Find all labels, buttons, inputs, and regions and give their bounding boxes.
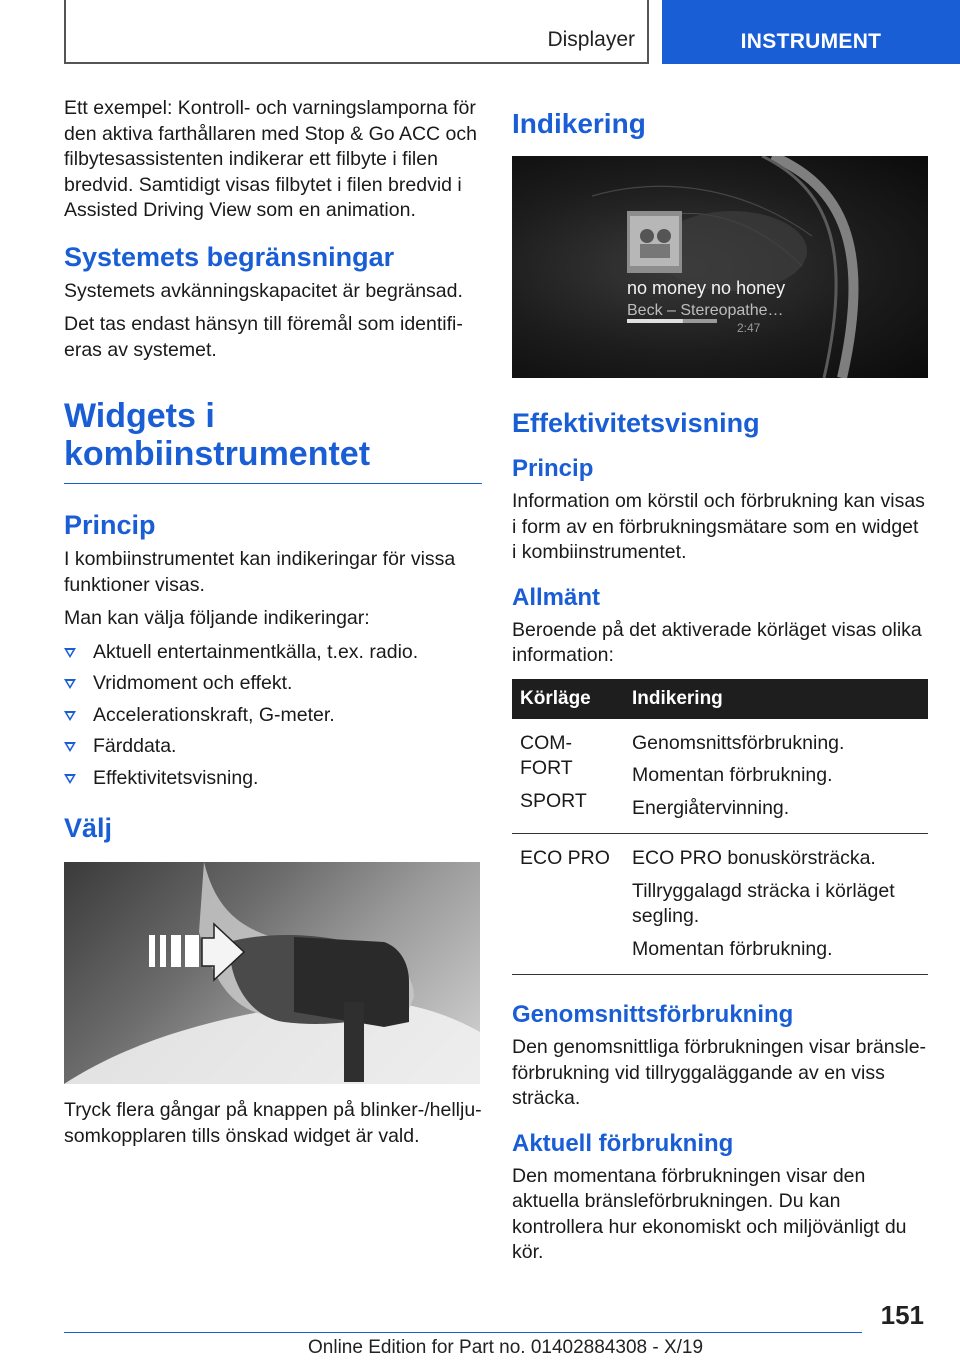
table-cell-mode: ECO PRO xyxy=(512,834,624,975)
allmant-paragraph: Beroende på det aktiverade körläget visas olika information: xyxy=(512,618,922,666)
instrument-display-illustration xyxy=(512,156,928,378)
table-header-display: Indikering xyxy=(624,679,928,719)
table-row xyxy=(512,719,928,834)
eff-heading: Effektivitetsvisning xyxy=(512,408,760,438)
display-svg xyxy=(512,156,928,378)
triangle-bullet-icon xyxy=(64,648,76,658)
turn-signal-stalk-illustration xyxy=(64,862,480,1084)
table-cell-mode: COM‐ FORT SPORT xyxy=(512,719,624,834)
list-item: Vridmoment och effekt. xyxy=(64,671,482,697)
footer-edition: Online Edition for Part no. 01402884308 - X/19 xyxy=(308,1337,704,1358)
table-cell-display: Genomsnittsförbrukning. Momentan förbrukning. Energiåtervinning. xyxy=(624,719,928,834)
widgets-heading: Widgets i kombiinstrumentet xyxy=(64,397,482,484)
track-artist: Beck – Stereopathe… xyxy=(627,302,784,319)
footer-rule xyxy=(64,1332,862,1333)
triangle-bullet-icon xyxy=(64,774,76,784)
right-column xyxy=(512,96,928,1266)
cur-paragraph: Den momentana förbrukningen visar den aktuella bränsleförbrukningen. Du kan kontrollera hur ekonomiskt och miljövänligt du kör. xyxy=(512,1164,907,1263)
list-item: Effektivitetsvisning. xyxy=(64,766,482,792)
princip-heading-right: Princip xyxy=(512,455,594,482)
track-time: 2:47 xyxy=(737,321,761,335)
page-number: 151 xyxy=(880,1300,924,1330)
header-box xyxy=(64,0,649,64)
table-header-mode: Körläge xyxy=(512,679,624,719)
princip-paragraph-left: I kombiinstrumentet kan indikeringar för vissa funktioner visas. xyxy=(64,548,456,596)
triangle-bullet-icon xyxy=(64,742,76,752)
track-title: no money no honey xyxy=(627,278,786,298)
chapter-tab[interactable]: INSTRUMENT xyxy=(662,0,960,64)
section-title: Displayer xyxy=(547,28,635,51)
triangle-bullet-icon xyxy=(64,711,76,721)
cur-heading: Aktuell förbrukning xyxy=(512,1129,734,1157)
limits-paragraph-1: Systemets avkänningskapacitet är begränsad. xyxy=(64,279,463,302)
allmant-heading: Allmänt xyxy=(512,583,601,611)
princip-heading-left: Princip xyxy=(64,510,156,540)
list-item: Accelerationskraft, G-meter. xyxy=(64,703,482,729)
indikering-heading: Indikering xyxy=(512,108,646,139)
progress-fill xyxy=(627,319,683,323)
intro-paragraph: Ett exempel: Kontroll- och varningslamporna för den aktiva farthållaren med Stop & Go ACC och filbytesassistenten indikerar ett filbyte i filen bredvid. Samtidigt visas filbytet i filen bredvid i Assisted Driving View som en animation. xyxy=(64,97,477,221)
list-item: Aktuell entertainmentkälla, t.ex. radio. xyxy=(64,640,482,666)
stalk-svg xyxy=(64,862,480,1084)
valj-heading: Välj xyxy=(64,813,113,843)
limits-paragraph-2: Det tas endast hänsyn till föremål som identifi‐ eras av systemet. xyxy=(64,313,463,361)
avg-heading: Genomsnittsförbrukning xyxy=(512,1001,794,1028)
avg-paragraph: Den genomsnittliga förbrukningen visar bränsle‐ förbrukning vid tillryggaläggande av en viss sträcka. xyxy=(512,1036,927,1109)
left-column xyxy=(64,96,482,1149)
triangle-bullet-icon xyxy=(64,679,76,689)
choose-intro: Man kan välja följande indikeringar: xyxy=(64,607,370,629)
mode-table xyxy=(512,679,928,976)
princip-paragraph-right: Information om körstil och förbrukning kan visas i form av en förbrukningsmätare som en widget i kombiinstrumentet. xyxy=(512,490,925,563)
list-item: Färddata. xyxy=(64,734,482,760)
table-row xyxy=(512,834,928,975)
options-list xyxy=(64,640,482,792)
table-cell-display: ECO PRO bonuskörsträcka. Tillryggalagd sträcka i körläget segling. Momentan förbrukning. xyxy=(624,834,928,975)
limits-heading: Systemets begränsningar xyxy=(64,241,395,272)
valj-paragraph: Tryck flera gångar på knappen på blinker-/hellju‐ somkopplaren tills önskad widget är vald. xyxy=(64,1099,482,1147)
